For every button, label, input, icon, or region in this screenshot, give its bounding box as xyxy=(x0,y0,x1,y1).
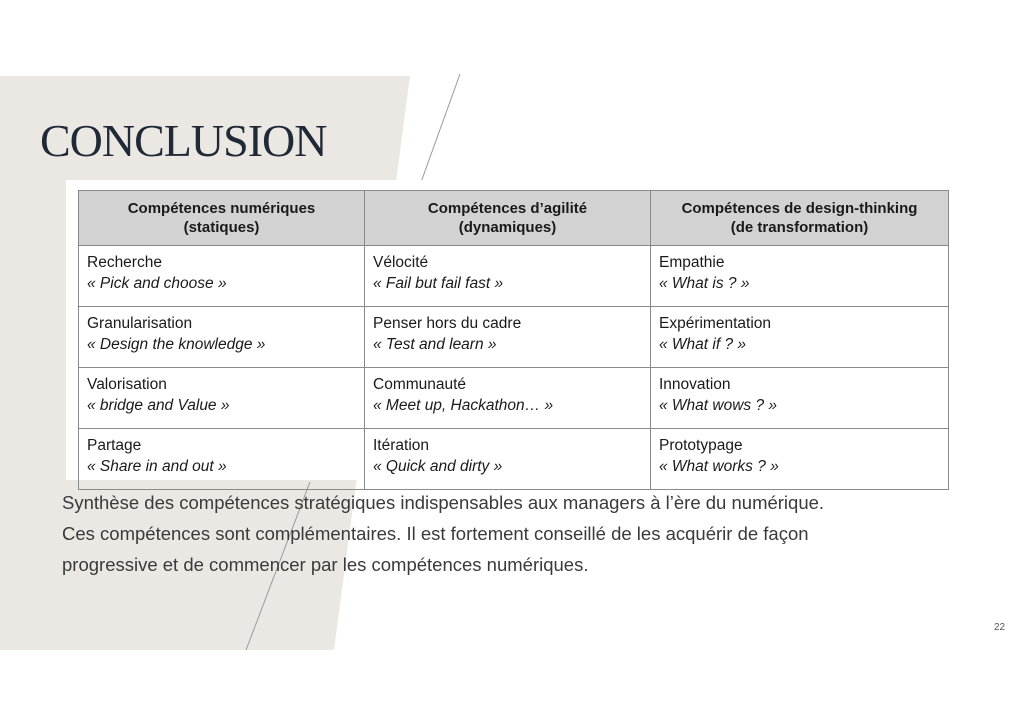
table-row xyxy=(79,246,949,307)
cell-name: Partage xyxy=(87,437,142,454)
cell-name: Innovation xyxy=(659,376,731,393)
caption-line-1: Synthèse des compétences stratégiques indispensables aux managers à l’ère du numérique. xyxy=(62,492,825,513)
cell-name: Itération xyxy=(373,437,430,454)
table-cell xyxy=(365,429,651,490)
table-cell xyxy=(79,246,365,307)
cell-motto: « Quick and dirty » xyxy=(373,458,503,475)
table-row xyxy=(79,429,949,490)
header-design-line2: (de transformation) xyxy=(730,219,869,236)
header-digital-line2: (statiques) xyxy=(183,219,260,236)
cell-name: Recherche xyxy=(87,254,162,271)
header-agility-line1: Compétences d’agilité xyxy=(427,200,588,217)
header-design-thinking xyxy=(651,191,949,246)
cell-motto: « What is ? » xyxy=(659,275,750,292)
cell-motto: « Test and learn » xyxy=(373,336,497,353)
caption-text xyxy=(62,487,962,580)
cell-motto: « Meet up, Hackathon… » xyxy=(373,397,554,414)
cell-motto: « What works ? » xyxy=(659,458,779,475)
table-cell xyxy=(651,246,949,307)
cell-motto: « bridge and Value » xyxy=(87,397,230,414)
header-agility-line2: (dynamiques) xyxy=(458,219,557,236)
table-cell xyxy=(79,368,365,429)
caption-line-2: Ces compétences sont complémentaires. Il est fortement conseillé de les acquérir de façon xyxy=(62,523,809,544)
cell-name: Granularisation xyxy=(87,315,193,332)
table-cell xyxy=(365,368,651,429)
competences-table xyxy=(78,190,949,490)
cell-name: Expérimentation xyxy=(659,315,772,332)
table-cell xyxy=(79,307,365,368)
cell-name: Vélocité xyxy=(373,254,429,271)
table-row xyxy=(79,368,949,429)
table-cell xyxy=(79,429,365,490)
header-digital xyxy=(79,191,365,246)
slide-title: CONCLUSION xyxy=(40,115,327,166)
table-cell xyxy=(651,368,949,429)
cell-motto: « Fail but fail fast » xyxy=(373,275,504,292)
cell-name: Prototypage xyxy=(659,437,743,454)
table-cell xyxy=(365,246,651,307)
cell-name: Penser hors du cadre xyxy=(373,315,522,332)
header-agility xyxy=(365,191,651,246)
cell-name: Empathie xyxy=(659,254,725,271)
table-cell xyxy=(365,307,651,368)
table-cell xyxy=(651,429,949,490)
cell-name: Valorisation xyxy=(87,376,167,393)
header-design-line1: Compétences de design-thinking xyxy=(681,200,918,217)
table-row xyxy=(79,307,949,368)
caption-line-3: progressive et de commencer par les compétences numériques. xyxy=(62,554,589,575)
header-digital-line1: Compétences numériques xyxy=(127,200,316,217)
table-panel xyxy=(66,180,960,480)
table-cell xyxy=(651,307,949,368)
cell-name: Communauté xyxy=(373,376,467,393)
cell-motto: « What wows ? » xyxy=(659,397,778,414)
cell-motto: « Pick and choose » xyxy=(87,275,227,292)
table-header-row xyxy=(79,191,949,246)
page-number: 22 xyxy=(994,622,1006,633)
cell-motto: « Share in and out » xyxy=(87,458,227,475)
cell-motto: « Design the knowledge » xyxy=(87,336,266,353)
diagonal-line-top xyxy=(420,74,460,185)
cell-motto: « What if ? » xyxy=(659,336,747,353)
